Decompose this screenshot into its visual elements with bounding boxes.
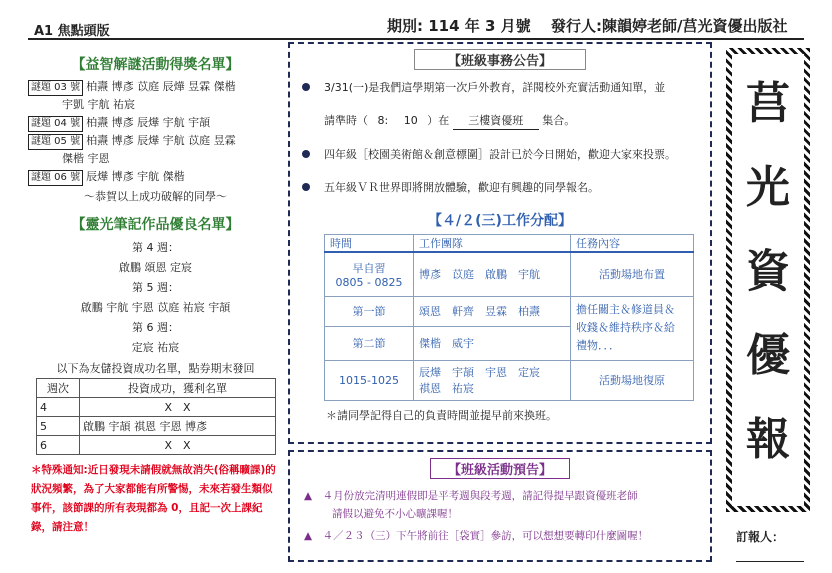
work-assignment-title: 【４/２(三)工作分配】 — [428, 213, 572, 229]
congrats-text: ～恭賀以上成功破解的同學～ — [84, 190, 227, 203]
team-cell: 辰燁 宇頡 宇恩 定宸 祺恩 祐宸 — [414, 360, 571, 400]
investment-table — [36, 378, 276, 455]
week-names: 啟鵬 頌恩 定宸 — [119, 261, 192, 274]
triangle-icon: ▲ — [304, 490, 313, 502]
announcement-item: 五年級ＶＲ世界即將開放體驗，歡迎有興趣的同學報名。 — [302, 180, 698, 196]
task-cell: 活動場地布置 — [571, 252, 694, 296]
announcement-item: 3/31(一)是我們這學期第一次戶外教育，詳閱校外充實活動通知單，並 — [302, 80, 698, 96]
class-affairs-title: 【班級事務公告】 — [447, 54, 552, 69]
time-cell: 1015-1025 — [325, 360, 414, 400]
puzzle-row-cont: 傑楷 宇恩 — [62, 152, 110, 165]
week-names: 定宸 祐宸 — [131, 341, 180, 354]
table-row — [37, 436, 276, 455]
preview-item-cont: 請假以避免不小心曠課喔！ — [332, 508, 458, 520]
table-header-row — [37, 379, 276, 398]
week-label: 第 4 週： — [132, 241, 179, 254]
team-cell: 博彥 苡庭 啟鵬 宇航 — [414, 252, 571, 296]
week-cell: 4 — [37, 398, 80, 417]
time-cell: 早自習 0805 - 0825 — [325, 252, 414, 296]
table-header-row — [325, 235, 694, 253]
publisher-label: 發行人:陳韻婷老師/莒光資優出版社 — [551, 17, 788, 35]
bullet-icon — [302, 83, 310, 91]
col-names-header: 投資成功，獲利名單 — [80, 379, 276, 398]
work-footnote: ＊請同學記得自己的負責時間並提早前來換班。 — [326, 408, 557, 422]
preview-item: ▲ ４月份放完清明連假即是平考週與段考週，請記得提早跟資優班老師 — [304, 490, 638, 502]
puzzle-winners-title: 【益智解謎活動得獎名單】 — [71, 57, 240, 73]
week-label: 第 6 週： — [132, 321, 179, 334]
subscriber-label: 訂報人： — [736, 530, 785, 544]
bullet-icon — [302, 183, 310, 191]
col-week-header: 週次 — [37, 379, 80, 398]
issue-label: 期別: 114 年 3 月號 — [387, 17, 531, 35]
task-cell: 擔任關主＆修道員＆ 收錢＆維持秩序＆給 禮物．．． — [571, 296, 694, 360]
masthead-char: 莒 — [746, 78, 790, 129]
week-names: 啟鵬 宇航 宇恩 苡庭 祐宸 宇頡 — [80, 301, 231, 314]
triangle-icon: ▲ — [304, 530, 313, 542]
puzzle-row: 謎題 05 號 柏燾 博彥 辰燁 宇航 苡庭 昱霖 — [28, 132, 283, 150]
masthead-char: 優 — [746, 330, 790, 381]
col-task-header: 任務內容 — [571, 235, 694, 253]
notes-winners-title: 【靈光筆記作品優良名單】 — [71, 217, 240, 233]
table-row — [37, 398, 276, 417]
time-cell: 第二節 — [325, 326, 414, 360]
masthead-char: 光 — [746, 162, 790, 213]
announcement-list — [302, 80, 698, 196]
investment-note: 以下為友儲投資成功名單，點券期末發回 — [56, 362, 255, 375]
table-row — [37, 417, 276, 436]
col-team-header: 工作團隊 — [414, 235, 571, 253]
subscriber-line — [736, 561, 804, 562]
class-affairs-box — [288, 42, 712, 444]
names-cell: X X — [80, 398, 276, 417]
names-cell: X X — [80, 436, 276, 455]
task-cell: 活動場地復原 — [571, 360, 694, 400]
week-cell: 6 — [37, 436, 80, 455]
masthead-char: 報 — [746, 414, 790, 465]
team-cell: 頌恩 軒齊 昱霖 柏燾 — [414, 296, 571, 326]
weekly-list — [28, 238, 283, 358]
announcement-item: 四年級［校園美術館＆創意標圍］設計已於今日開始，歡迎大家來投票。 — [302, 147, 698, 163]
header-rule — [28, 38, 804, 40]
work-assignment-table — [324, 234, 694, 401]
table-row — [325, 252, 694, 296]
preview-list — [304, 487, 702, 545]
assemble-line: 請準時（ 8: 10 ）在 三樓資優班 集合。 — [302, 113, 698, 130]
edition-label: A1 焦點頭版 — [34, 24, 110, 39]
preview-title-box — [430, 458, 570, 479]
masthead-frame — [726, 48, 810, 512]
bullet-icon — [302, 150, 310, 158]
left-column — [28, 42, 283, 566]
puzzle-list — [28, 78, 283, 186]
preview-item: ▲ ４／２３（三）下午將前往［袋實］參訪，可以想想要轉印什麼圖喔！ — [304, 530, 649, 542]
preview-title: 【班級活動預告】 — [447, 463, 552, 478]
activity-preview-box — [288, 450, 712, 562]
puzzle-row-cont: 宇凱 宇航 祐宸 — [62, 98, 135, 111]
col-time-header: 時間 — [325, 235, 414, 253]
names-cell: 啟鵬 宇頡 祺恩 宇恩 博彥 — [80, 417, 276, 436]
puzzle-row: 謎題 03 號 柏燾 博彥 苡庭 辰燁 昱霖 傑楷 — [28, 78, 283, 96]
time-cell: 第一節 — [325, 296, 414, 326]
puzzle-row: 謎題 06 號 辰燁 博彥 宇航 傑楷 — [28, 168, 283, 186]
class-affairs-title-box — [414, 49, 586, 70]
masthead-char: 資 — [746, 246, 790, 297]
puzzle-row: 謎題 04 號 柏燾 博彥 辰燁 宇航 宇頡 — [28, 114, 283, 132]
week-label: 第 5 週： — [132, 281, 179, 294]
week-cell: 5 — [37, 417, 80, 436]
team-cell: 傑楷 威宇 — [414, 326, 571, 360]
table-row — [325, 296, 694, 326]
masthead-title — [732, 72, 804, 472]
special-notice: ＊特殊通知:近日發現未請假就無故消失(俗稱曠課)的狀況頻繁，為了大家都能有所警惕，未來若發生類似事件，該節課的所有表現都為 0，且記一次上課紀錄，請注意！ — [31, 464, 276, 533]
table-row — [325, 360, 694, 400]
